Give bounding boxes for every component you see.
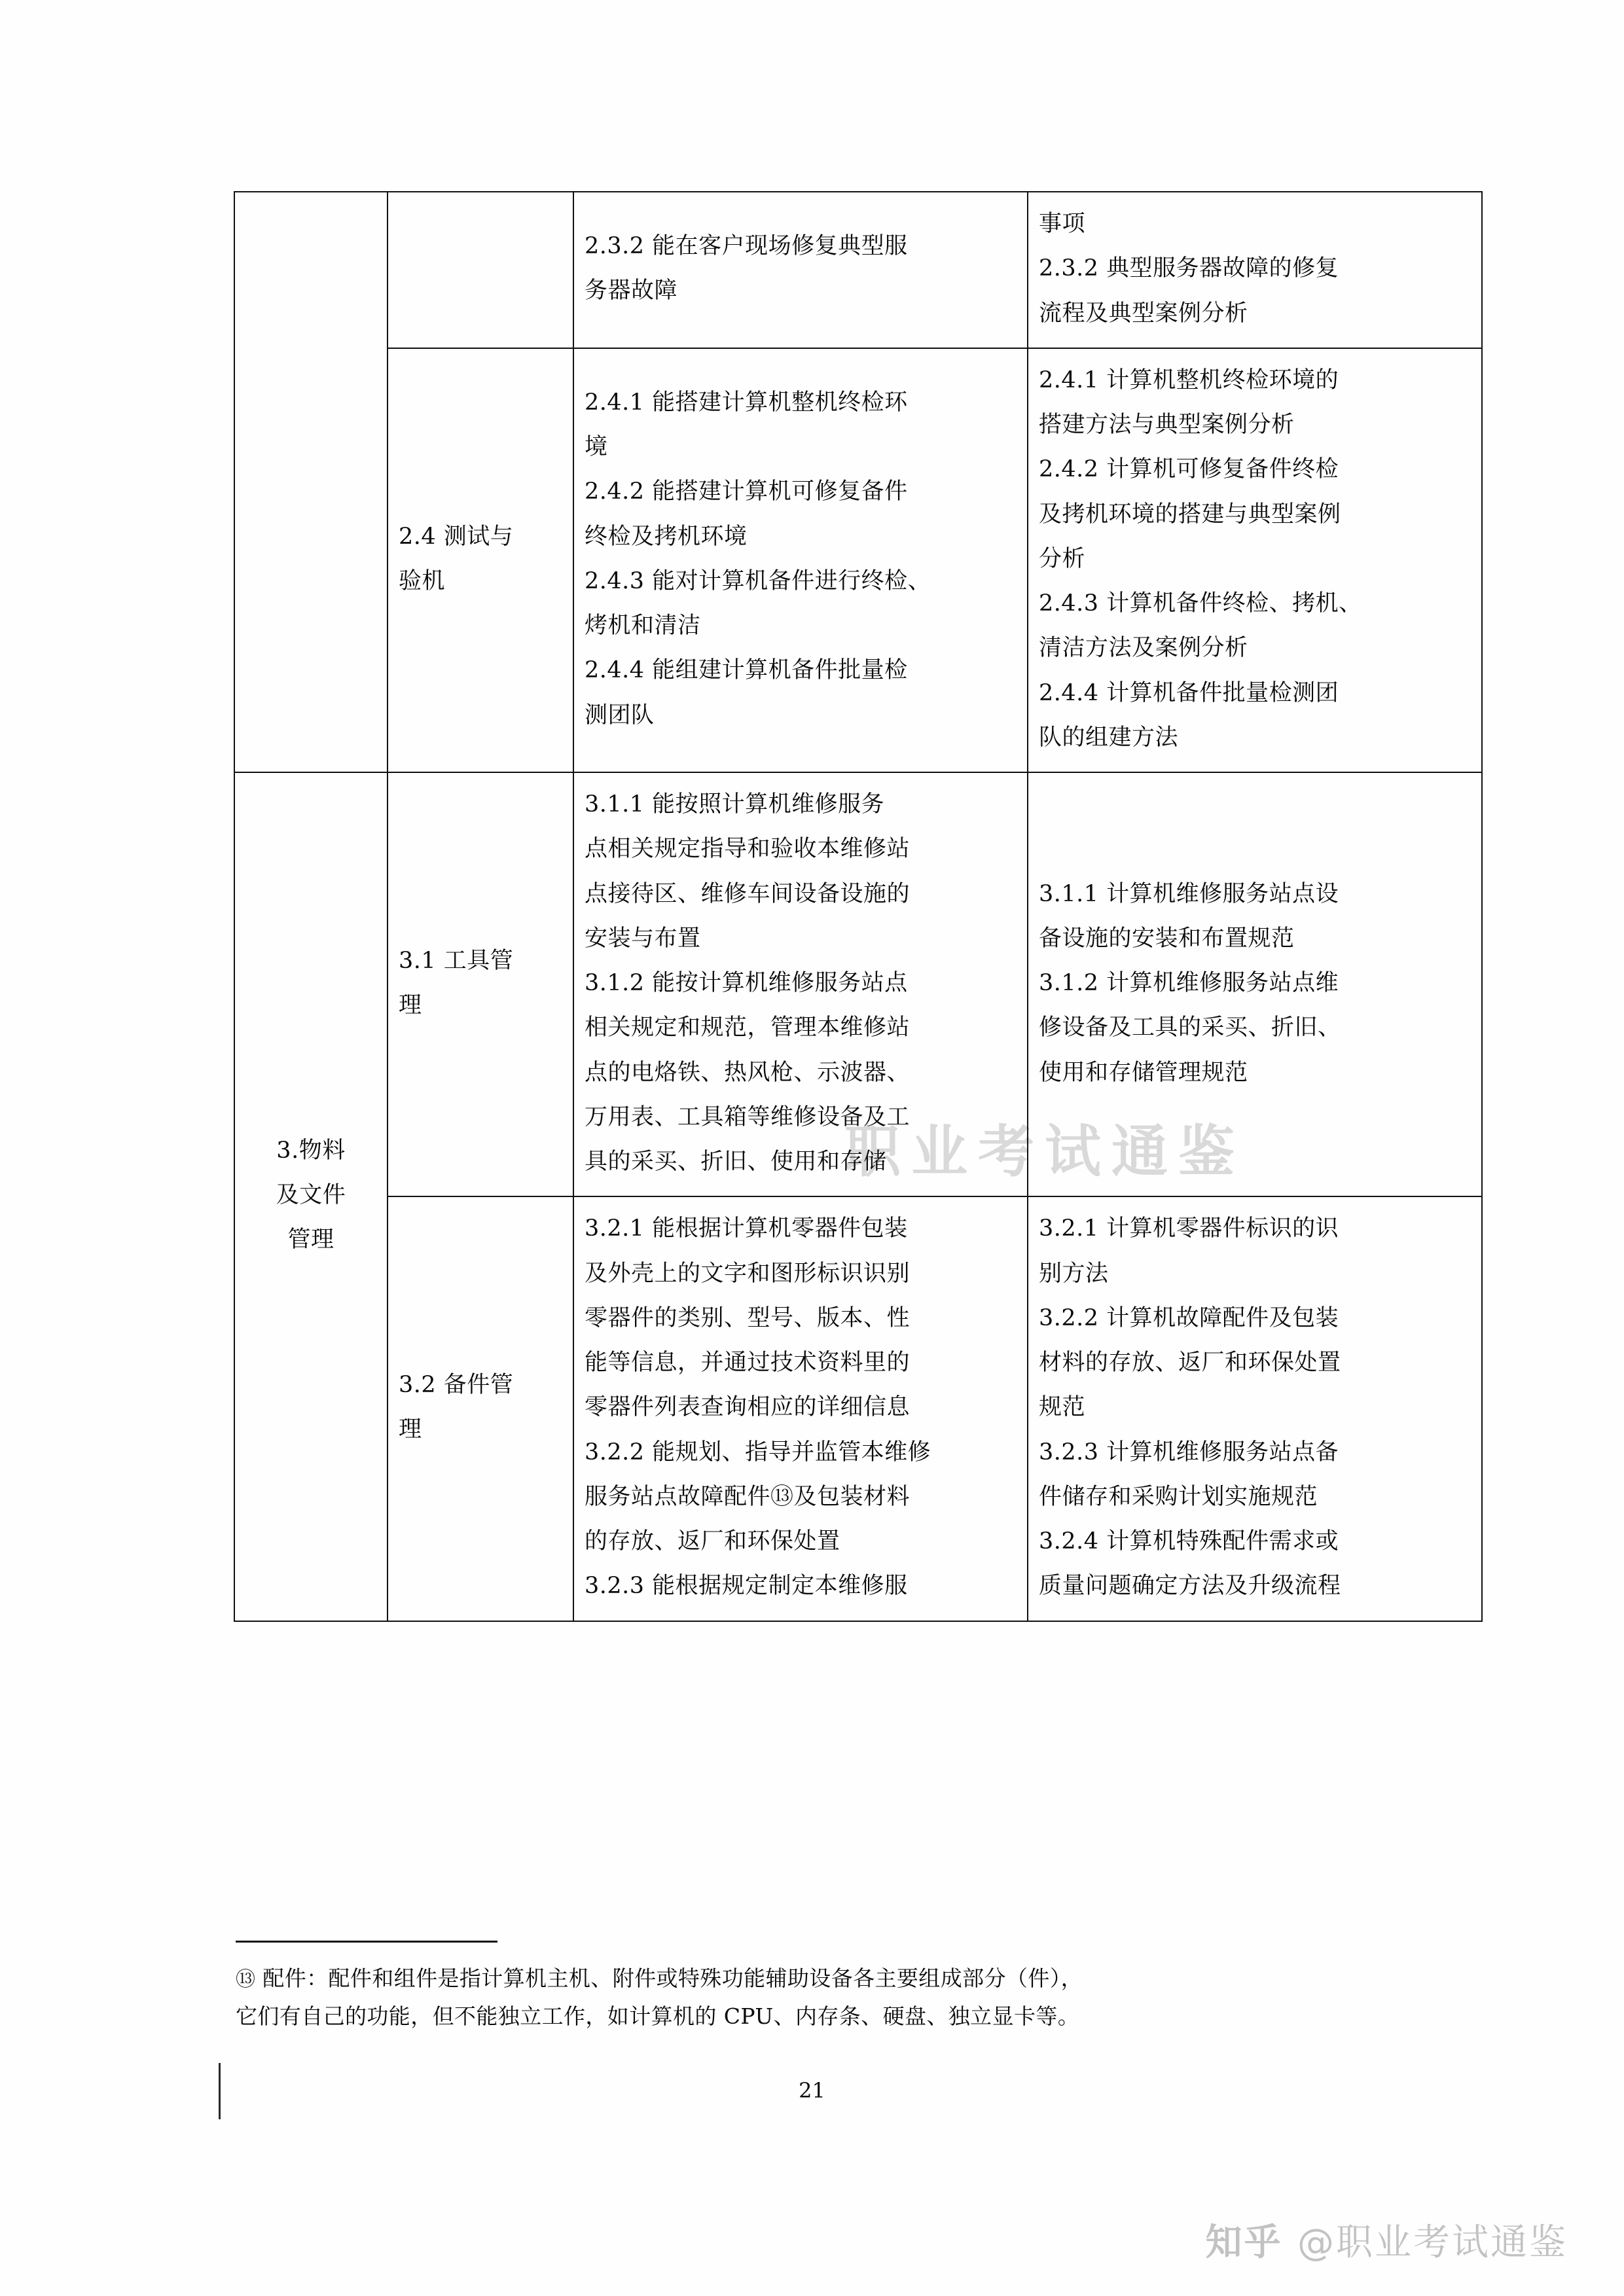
cell-knowledge-r1 bbox=[1028, 192, 1482, 348]
cell-subject-3-1 bbox=[388, 772, 573, 1196]
table-row bbox=[234, 192, 1482, 348]
knowledge-line: 3.2.3 计算机维修服务站点备 bbox=[1039, 1439, 1339, 1465]
cell-skills-r1 bbox=[573, 192, 1028, 348]
knowledge-line: 2.4.3 计算机备件终检、拷机、 bbox=[1039, 590, 1362, 617]
knowledge-line: 使用和存储管理规范 bbox=[1039, 1059, 1248, 1086]
knowledge-line: 3.2.4 计算机特殊配件需求或 bbox=[1039, 1528, 1339, 1554]
source-credit bbox=[1206, 2214, 1568, 2266]
cell-subject-r1 bbox=[388, 192, 573, 348]
skill-line: 3.2.3 能根据规定制定本维修服 bbox=[585, 1573, 908, 1600]
skill-line: 2.4.3 能对计算机备件进行终检、 bbox=[585, 567, 931, 594]
knowledge-line: 质量问题确定方法及升级流程 bbox=[1039, 1573, 1341, 1600]
cell-knowledge-3-1 bbox=[1028, 772, 1482, 1196]
knowledge-line: 规范 bbox=[1039, 1394, 1086, 1421]
subject-line: 3.2 备件管 bbox=[399, 1372, 514, 1399]
knowledge-line: 2.4.1 计算机整机终检环境的 bbox=[1039, 367, 1339, 393]
skill-line-with-footnote-ref: 服务站点故障配件⑬及包装材料 bbox=[585, 1483, 911, 1510]
skill-line: 零器件列表查询相应的详细信息 bbox=[585, 1394, 911, 1421]
knowledge-line: 3.1.2 计算机维修服务站点维 bbox=[1039, 970, 1339, 996]
skill-line: 点相关规定指导和验收本维修站 bbox=[585, 836, 911, 863]
knowledge-line: 件储存和采购计划实施规范 bbox=[1039, 1483, 1318, 1510]
skill-line: 具的采买、折旧、使用和存储 bbox=[585, 1149, 887, 1175]
knowledge-line: 清洁方法及案例分析 bbox=[1039, 635, 1248, 662]
skill-line: 零器件的类别、型号、版本、性 bbox=[585, 1304, 911, 1331]
knowledge-line: 3.1.1 计算机维修服务站点设 bbox=[1039, 880, 1339, 907]
competency-table-container bbox=[234, 191, 1392, 1622]
table-row bbox=[234, 348, 1482, 772]
cell-subject-2-4 bbox=[388, 348, 573, 772]
knowledge-line: 搭建方法与典型案例分析 bbox=[1039, 412, 1295, 438]
cell-module-3 bbox=[234, 772, 388, 1621]
footnote-separator-rule bbox=[236, 1941, 497, 1943]
knowledge-line: 材料的存放、返厂和环保处置 bbox=[1039, 1350, 1341, 1376]
skill-line: 烤机和清洁 bbox=[585, 613, 701, 639]
table-row bbox=[234, 1196, 1482, 1621]
skill-line: 及外壳上的文字和图形标识识别 bbox=[585, 1260, 911, 1287]
knowledge-line: 别方法 bbox=[1039, 1260, 1109, 1287]
skill-line: 境 bbox=[585, 434, 608, 461]
module-line: 管理 bbox=[287, 1227, 334, 1253]
knowledge-line: 分析 bbox=[1039, 545, 1086, 572]
skill-line: 2.3.2 能在客户现场修复典型服 bbox=[585, 233, 908, 260]
skill-line: 能等信息，并通过技术资料里的 bbox=[585, 1350, 911, 1376]
cell-knowledge-3-2 bbox=[1028, 1196, 1482, 1621]
subject-line: 3.1 工具管 bbox=[399, 947, 514, 974]
skill-line: 2.4.1 能搭建计算机整机终检环 bbox=[585, 389, 908, 416]
knowledge-line: 修设备及工具的采买、折旧、 bbox=[1039, 1014, 1341, 1041]
knowledge-line: 3.2.1 计算机零器件标识的识 bbox=[1039, 1215, 1339, 1242]
knowledge-line: 2.4.2 计算机可修复备件终检 bbox=[1039, 456, 1339, 483]
knowledge-line: 2.3.2 典型服务器故障的修复 bbox=[1039, 255, 1339, 282]
skill-line: 3.2.1 能根据计算机零器件包装 bbox=[585, 1215, 908, 1242]
competency-table bbox=[234, 191, 1483, 1622]
footnote-paragraph bbox=[236, 1960, 1394, 2036]
skill-line: 的存放、返厂和环保处置 bbox=[585, 1528, 840, 1554]
knowledge-line: 流程及典型案例分析 bbox=[1039, 300, 1248, 327]
knowledge-line: 及拷机环境的搭建与典型案例 bbox=[1039, 501, 1341, 528]
subject-line: 理 bbox=[399, 1416, 422, 1443]
knowledge-line: 队的组建方法 bbox=[1039, 724, 1179, 751]
skill-line: 万用表、工具箱等维修设备及工 bbox=[585, 1103, 911, 1130]
footnote-line-2: 它们有自己的功能，但不能独立工作，如计算机的 CPU、内存条、硬盘、独立显卡等。 bbox=[236, 2003, 1080, 2029]
skill-line: 安装与布置 bbox=[585, 925, 701, 952]
skill-line: 相关规定和规范，管理本维修站 bbox=[585, 1014, 911, 1041]
cell-module-r1 bbox=[234, 192, 388, 772]
skill-line: 测团队 bbox=[585, 702, 655, 728]
page-number: 21 bbox=[799, 2078, 825, 2103]
footnote-line-1: 配件：配件和组件是指计算机主机、附件或特殊功能辅助设备各主要组成部分（件）， bbox=[262, 1965, 1083, 1991]
footnote-marker: ⑬ bbox=[236, 1968, 256, 1991]
cell-skills-2-4 bbox=[573, 348, 1028, 772]
subject-line: 验机 bbox=[399, 567, 446, 594]
footnote-block bbox=[236, 1941, 1394, 2036]
credit-platform: 知乎 bbox=[1205, 2221, 1283, 2264]
table-row bbox=[234, 772, 1482, 1196]
skill-line: 务器故障 bbox=[585, 278, 678, 304]
knowledge-line: 事项 bbox=[1039, 211, 1086, 237]
credit-handle: @职业考试通鉴 bbox=[1297, 2221, 1568, 2264]
module-line: 3.物料 bbox=[276, 1137, 346, 1164]
skill-line: 点的电烙铁、热风枪、示波器、 bbox=[585, 1059, 911, 1086]
cell-skills-3-2 bbox=[573, 1196, 1028, 1621]
subject-line: 理 bbox=[399, 992, 422, 1019]
cell-knowledge-2-4 bbox=[1028, 348, 1482, 772]
page-watermark: 职业考试通鉴 bbox=[844, 1119, 1245, 1185]
knowledge-line: 2.4.4 计算机备件批量检测团 bbox=[1039, 679, 1339, 706]
skill-line: 终检及拷机环境 bbox=[585, 523, 748, 550]
cell-skills-3-1 bbox=[573, 772, 1028, 1196]
cell-subject-3-2 bbox=[388, 1196, 573, 1621]
subject-line: 2.4 测试与 bbox=[399, 523, 514, 550]
skill-line: 2.4.4 能组建计算机备件批量检 bbox=[585, 657, 908, 684]
skill-line: 2.4.2 能搭建计算机可修复备件 bbox=[585, 478, 908, 505]
skill-line: 3.1.1 能按照计算机维修服务 bbox=[585, 791, 885, 817]
knowledge-line: 备设施的安装和布置规范 bbox=[1039, 925, 1295, 952]
skill-line: 3.2.2 能规划、指导并监管本维修 bbox=[585, 1439, 931, 1465]
module-line: 及文件 bbox=[276, 1182, 346, 1209]
skill-line: 点接待区、维修车间设备设施的 bbox=[585, 880, 911, 907]
skill-line: 3.1.2 能按计算机维修服务站点 bbox=[585, 970, 908, 996]
knowledge-line: 3.2.2 计算机故障配件及包装 bbox=[1039, 1304, 1339, 1331]
